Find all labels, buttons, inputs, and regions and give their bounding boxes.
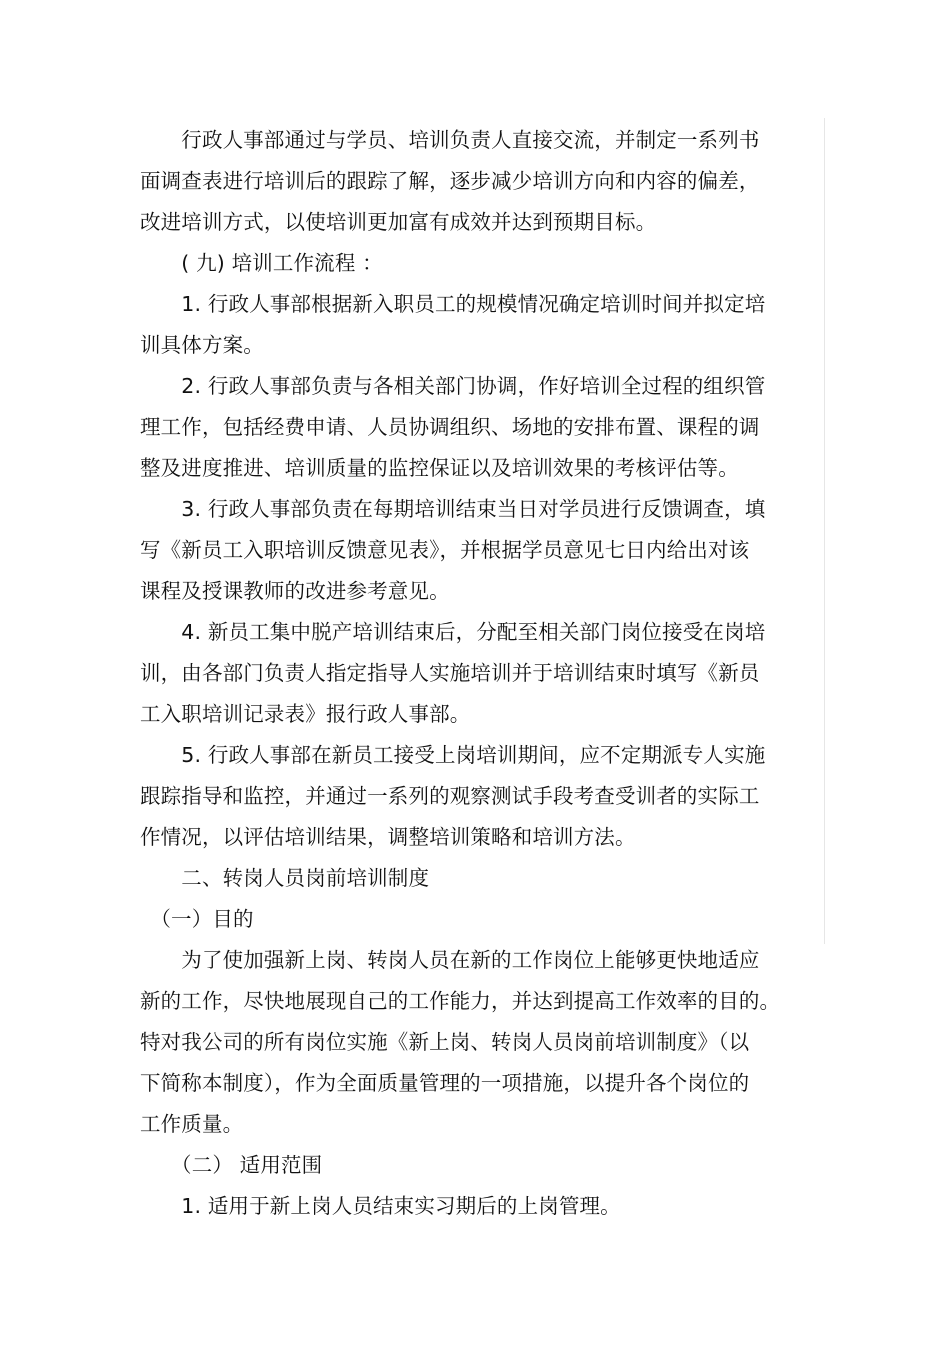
margin-rule <box>824 118 825 944</box>
text-line: 课程及授课教师的改进参考意见。 <box>140 579 450 603</box>
document-body <box>140 120 790 1227</box>
section-heading: ( 九) 培训工作流程 ： <box>140 251 383 275</box>
text-line: 写《新员工入职培训反馈意见表》，并根据学员意见七日内给出对该 <box>140 538 750 562</box>
text-line: 1. 行政人事部根据新入职员工的规模情况确定培训时间并拟定培 <box>140 292 766 316</box>
text-line: 面调查表进行培训后的跟踪了解，逐步减少培训方向和内容的偏差， <box>140 169 760 193</box>
text-line: 改进培训方式，以使培训更加富有成效并达到预期目标。 <box>140 210 657 234</box>
text-line: 作情况，以评估培训结果，调整培训策略和培训方法。 <box>140 825 636 849</box>
text-line: 下简称本制度），作为全面质量管理的一项措施，以提升各个岗位的 <box>140 1071 750 1095</box>
text-line: 5. 行政人事部在新员工接受上岗培训期间，应不定期派专人实施 <box>140 743 766 767</box>
text-line: 训具体方案。 <box>140 333 264 357</box>
text-line: 工入职培训记录表》报行政人事部。 <box>140 702 471 726</box>
text-line: 2. 行政人事部负责与各相关部门协调，作好培训全过程的组织管 <box>140 374 766 398</box>
text-line: 3. 行政人事部负责在每期培训结束当日对学员进行反馈调查，填 <box>140 497 766 521</box>
text-line: 新的工作，尽快地展现自己的工作能力，并达到提高工作效率的目的。 <box>140 989 781 1013</box>
text-line: 为了使加强新上岗、转岗人员在新的工作岗位上能够更快地适应 <box>140 948 760 972</box>
text-line: 特对我公司的所有岗位实施《新上岗、转岗人员岗前培训制度》（以 <box>140 1030 750 1054</box>
text-line: 1. 适用于新上岗人员结束实习期后的上岗管理。 <box>140 1194 621 1218</box>
text-line: 4. 新员工集中脱产培训结束后，分配至相关部门岗位接受在岗培 <box>140 620 766 644</box>
text-line: 行政人事部通过与学员、培训负责人直接交流，并制定一系列书 <box>140 128 760 152</box>
text-line: 训，由各部门负责人指定指导人实施培训并于培训结束时填写《新员 <box>140 661 760 685</box>
text-line: 工作质量。 <box>140 1112 244 1136</box>
text-line: 跟踪指导和监控，并通过一系列的观察测试手段考查受训者的实际工 <box>140 784 760 808</box>
text-line: 理工作，包括经费申请、人员协调组织、场地的安排布置、课程的调 <box>140 415 760 439</box>
subsection-heading: （一）目的 <box>140 907 254 931</box>
subsection-heading: （二） 适用范围 <box>140 1153 323 1177</box>
section-heading: 二、转岗人员岗前培训制度 <box>140 866 430 890</box>
text-line: 整及进度推进、培训质量的监控保证以及培训效果的考核评估等。 <box>140 456 739 480</box>
